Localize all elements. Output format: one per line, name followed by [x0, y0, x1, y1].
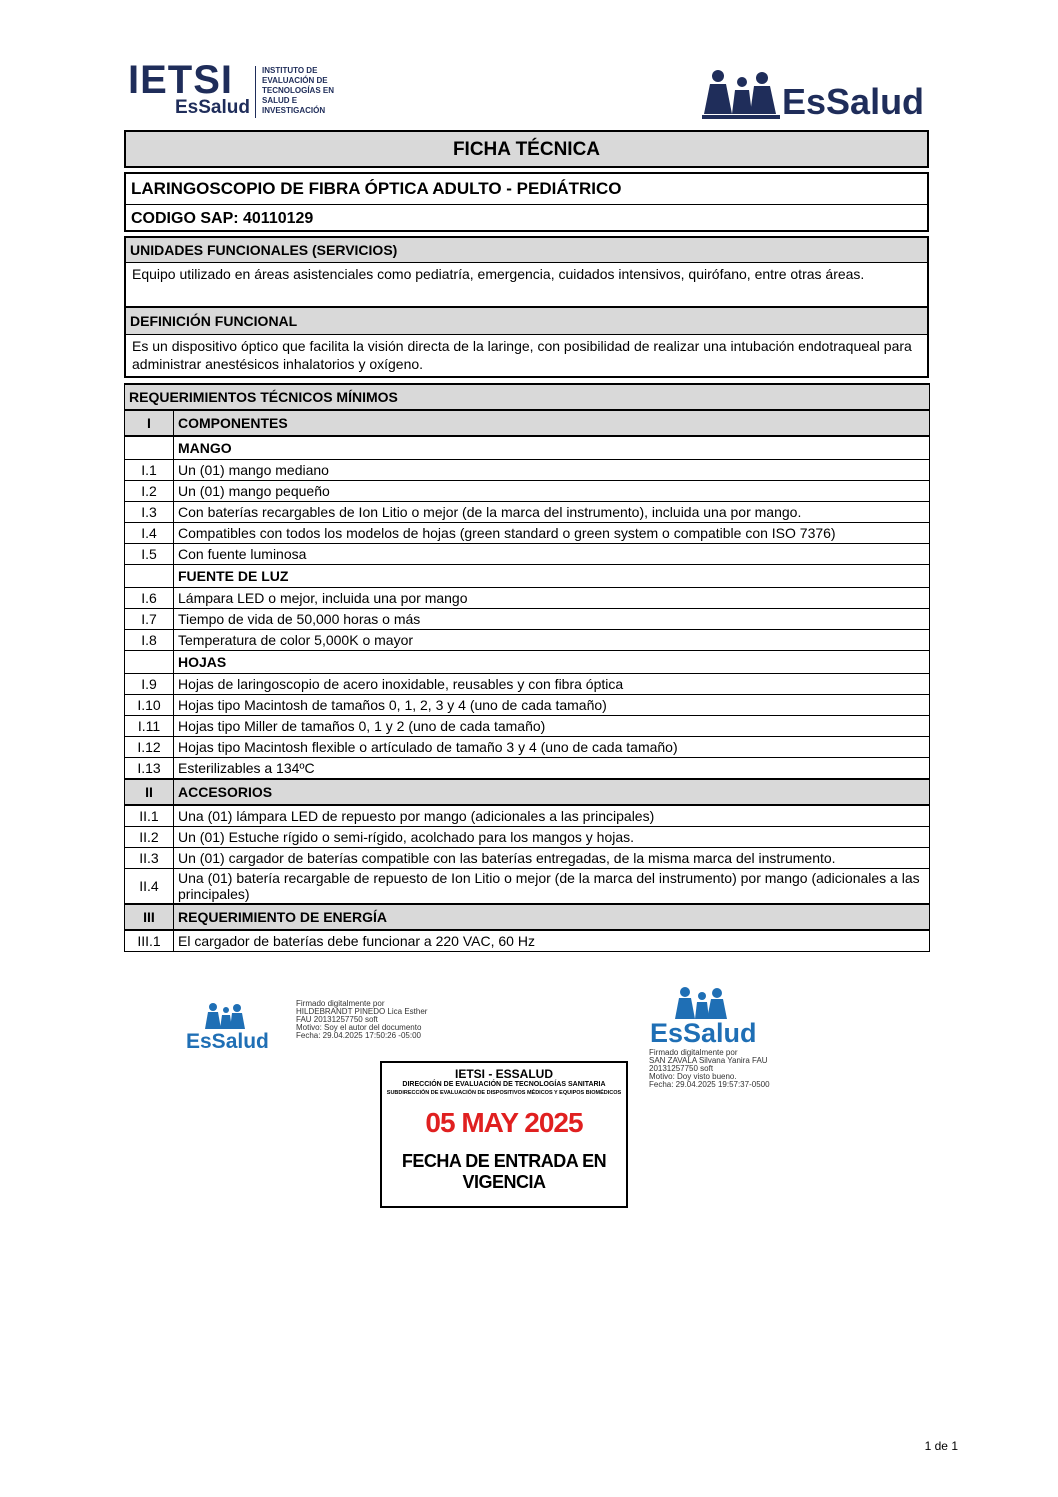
row-number: I.4	[125, 523, 174, 544]
row-text: REQUERIMIENTO DE ENERGÍA	[174, 904, 930, 930]
table-row	[125, 674, 930, 695]
row-number: I.9	[125, 674, 174, 695]
functional-units-text: Equipo utilizado en áreas asistenciales como pediatría, emergencia, cuidados intensivos, quirófano, entre otras áreas.	[132, 266, 865, 282]
signature-right-logo: EsSalud	[650, 1018, 757, 1048]
table-row	[125, 460, 930, 481]
stamp-date: 05 MAY 2025	[425, 1107, 583, 1138]
row-number: I.5	[125, 544, 174, 565]
table-row	[125, 502, 930, 523]
stamp-line2: SUBDIRECCIÓN DE EVALUACIÓN DE DISPOSITIVOS MÉDICOS Y EQUIPOS BIOMÉDICOS	[386, 1090, 622, 1096]
row-text: Hojas tipo Macintosh de tamaños 0, 1, 2, 3 y 4 (uno de cada tamaño)	[174, 695, 930, 716]
row-number	[125, 565, 174, 588]
product-box	[124, 172, 929, 232]
page-title: FICHA TÉCNICA	[124, 130, 929, 168]
ietsi-logo-essalud: EsSalud	[175, 97, 250, 118]
row-number: I.10	[125, 695, 174, 716]
family-logo-icon	[674, 986, 730, 1022]
subsection-row	[125, 436, 930, 460]
row-text: Hojas de laringoscopio de acero inoxidable, reusables y con fibra óptica	[174, 674, 930, 695]
row-number: II.3	[125, 848, 174, 869]
table-row	[125, 523, 930, 544]
row-text: Un (01) mango mediano	[174, 460, 930, 481]
row-text: Compatibles con todos los modelos de hojas (green standard o green system o compatible con ISO 7376)	[174, 523, 930, 544]
table-row	[125, 848, 930, 869]
row-text: Un (01) mango pequeño	[174, 481, 930, 502]
table-row	[125, 716, 930, 737]
table-row	[125, 758, 930, 780]
row-text: Tiempo de vida de 50,000 horas o más	[174, 609, 930, 630]
row-text: MANGO	[174, 436, 930, 460]
page-number: 1 de 1	[924, 1439, 958, 1453]
section-row	[125, 904, 930, 930]
product-name: LARINGOSCOPIO DE FIBRA ÓPTICA ADULTO - PEDIÁTRICO	[126, 174, 927, 205]
requirements-heading: REQUERIMIENTOS TÉCNICOS MÍNIMOS	[125, 384, 930, 410]
table-row	[125, 609, 930, 630]
row-number	[125, 436, 174, 460]
row-text: Una (01) batería recargable de repuesto de Ion Litio o mejor (de la marca del instrumento) por mango (adicionales a las principales)	[174, 869, 930, 905]
functional-definition-heading: DEFINICIÓN FUNCIONAL	[126, 308, 927, 335]
logo-divider	[255, 66, 256, 118]
row-number: I.6	[125, 588, 174, 609]
family-logo-icon	[204, 1002, 246, 1032]
table-row	[125, 805, 930, 827]
table-row	[125, 930, 930, 952]
row-number: III	[125, 904, 174, 930]
functional-definition-text: Es un dispositivo óptico que facilita la visión directa de la laringe, con posibilidad de realizar una intubación endotraqueal para administrar anestésicos inhalatorios y oxígeno.	[132, 338, 912, 372]
signature-left-text: Firmado digitalmente por HILDEBRANDT PINEDO Lica Esther FAU 20131257750 soft Motivo: Soy el autor del documento Fecha: 29.04.2025 17:50:26 -05:00	[296, 999, 428, 1040]
table-row	[125, 869, 930, 905]
subsection-row	[125, 651, 930, 674]
subsection-row	[125, 565, 930, 588]
row-text: Temperatura de color 5,000K o mayor	[174, 630, 930, 651]
row-number: I.3	[125, 502, 174, 523]
row-number: I.13	[125, 758, 174, 780]
row-text: Con fuente luminosa	[174, 544, 930, 565]
row-text: Lámpara LED o mejor, incluida una por mango	[174, 588, 930, 609]
stamp-label: FECHA DE ENTRADA EN VIGENCIA	[401, 1151, 607, 1192]
row-number: I.1	[125, 460, 174, 481]
table-row	[125, 827, 930, 848]
row-number: I.11	[125, 716, 174, 737]
row-number: I.8	[125, 630, 174, 651]
row-number: I.7	[125, 609, 174, 630]
signature-right-text: Firmado digitalmente por SAN ZAVALA Silvana Yanira FAU 20131257750 soft Motivo: Doy visto bueno. Fecha: 29.04.2025 19:57:37-0500	[649, 1048, 770, 1089]
row-text: FUENTE DE LUZ	[174, 565, 930, 588]
table-row	[125, 630, 930, 651]
row-number: I.12	[125, 737, 174, 758]
row-number: I	[125, 410, 174, 436]
row-text: El cargador de baterías debe funcionar a 220 VAC, 60 Hz	[174, 930, 930, 952]
row-text: Una (01) lámpara LED de repuesto por mango (adicionales a las principales)	[174, 805, 930, 827]
row-text: Un (01) cargador de baterías compatible con las baterías entregadas, de la misma marca del instrumento.	[174, 848, 930, 869]
row-text: Esterilizables a 134ºC	[174, 758, 930, 780]
row-text: COMPONENTES	[174, 410, 930, 436]
row-text: Hojas tipo Macintosh flexible o artículado de tamaño 3 y 4 (uno de cada tamaño)	[174, 737, 930, 758]
functional-units-box	[124, 236, 929, 308]
row-text: Con baterías recargables de Ion Litio o mejor (de la marca del instrumento), incluida una por mango.	[174, 502, 930, 523]
table-row	[125, 544, 930, 565]
product-code: CODIGO SAP: 40110129	[131, 210, 314, 227]
table-row	[125, 481, 930, 502]
row-number: II.2	[125, 827, 174, 848]
requirements-heading-row	[125, 384, 930, 410]
signature-left-logo: EsSalud	[186, 1030, 269, 1053]
section-row	[125, 410, 930, 436]
row-number: II.1	[125, 805, 174, 827]
row-number	[125, 651, 174, 674]
stamp-line1: DIRECCIÓN DE EVALUACIÓN DE TECNOLOGÍAS SANITARIA	[402, 1081, 606, 1088]
row-number: I.2	[125, 481, 174, 502]
row-text: Un (01) Estuche rígido o semi-rígido, acolchado para los mangos y hojas.	[174, 827, 930, 848]
section-row	[125, 779, 930, 805]
row-number: II.4	[125, 869, 174, 905]
row-text: Hojas tipo Miller de tamaños 0, 1 y 2 (uno de cada tamaño)	[174, 716, 930, 737]
table-row	[125, 695, 930, 716]
functional-units-heading: UNIDADES FUNCIONALES (SERVICIOS)	[126, 238, 927, 263]
table-row	[125, 588, 930, 609]
functional-definition-box	[124, 306, 929, 378]
family-logo-icon	[702, 68, 782, 122]
row-text: HOJAS	[174, 651, 930, 674]
row-text: ACCESORIOS	[174, 779, 930, 805]
table-row	[125, 737, 930, 758]
ietsi-logo: IETSI	[128, 58, 234, 102]
row-number: II	[125, 779, 174, 805]
stamp-org: IETSI - ESSALUD	[454, 1067, 553, 1081]
ietsi-institute-name: INSTITUTO DE EVALUACIÓN DE TECNOLOGÍAS EN SALUD E INVESTIGACIÓN	[262, 66, 335, 115]
validity-stamp	[380, 1061, 628, 1208]
essalud-logo: EsSalud	[782, 81, 925, 122]
row-number: III.1	[125, 930, 174, 952]
requirements-table	[124, 383, 930, 952]
